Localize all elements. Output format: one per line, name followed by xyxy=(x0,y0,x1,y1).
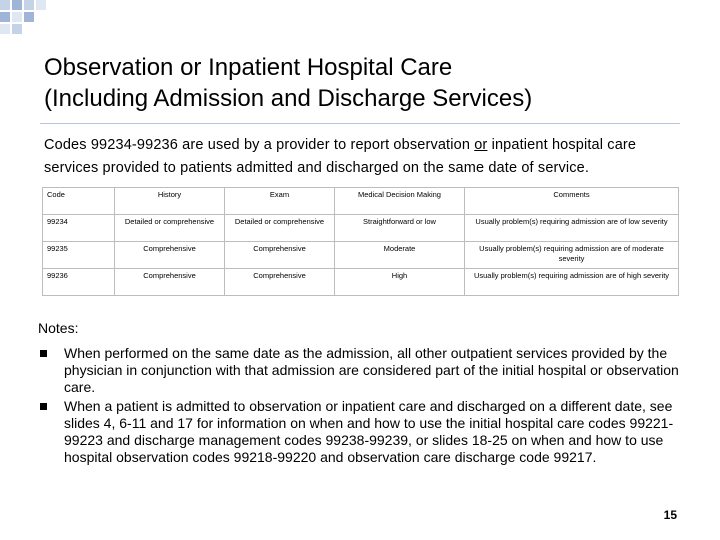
cell-comments: Usually problem(s) requiring admission are of moderate severity xyxy=(465,242,679,269)
corner-decoration xyxy=(0,0,60,40)
title-line-1: Observation or Inpatient Hospital Care xyxy=(44,54,453,81)
intro-text-start: Codes 99234-99236 are used by a provider to report observation xyxy=(44,137,475,153)
list-item xyxy=(40,398,700,466)
cell-code: 99234 xyxy=(43,215,115,242)
title-line-2: (Including Admission and Discharge Services) xyxy=(44,85,533,112)
header-history: History xyxy=(115,188,225,215)
cell-mdm: Straightforward or low xyxy=(335,215,465,242)
cell-code: 99236 xyxy=(43,269,115,296)
page-number: 15 xyxy=(663,508,677,522)
cell-exam: Detailed or comprehensive xyxy=(225,215,335,242)
cell-mdm: Moderate xyxy=(335,242,465,269)
cell-exam: Comprehensive xyxy=(225,242,335,269)
cell-history: Detailed or comprehensive xyxy=(115,215,225,242)
square-bullet-icon xyxy=(40,350,47,357)
cell-comments: Usually problem(s) requiring admission are of low severity xyxy=(465,215,679,242)
cell-history: Comprehensive xyxy=(115,269,225,296)
header-mdm: Medical Decision Making xyxy=(335,188,465,215)
table-row xyxy=(43,242,679,269)
codes-table xyxy=(42,187,679,296)
cell-history: Comprehensive xyxy=(115,242,225,269)
cell-code: 99235 xyxy=(43,242,115,269)
cell-comments: Usually problem(s) requiring admission are of high severity xyxy=(465,269,679,296)
header-code: Code xyxy=(43,188,115,215)
header-exam: Exam xyxy=(225,188,335,215)
table-header-row xyxy=(43,188,679,215)
intro-text-end: inpatient hospital care services provided to patients admitted and discharged on the same date of service. xyxy=(44,137,637,176)
header-comments: Comments xyxy=(465,188,679,215)
title-divider xyxy=(40,123,680,124)
intro-underlined-word: or xyxy=(474,137,488,153)
slide-title xyxy=(44,52,684,114)
square-bullet-icon xyxy=(40,403,47,410)
cell-exam: Comprehensive xyxy=(225,269,335,296)
list-item xyxy=(40,345,700,396)
note-text: When performed on the same date as the admission, all other outpatient services provided by the physician in conjunction with that admission are considered part of the initial hospital or observation care. xyxy=(64,345,679,395)
intro-paragraph xyxy=(44,134,689,180)
table-row xyxy=(43,269,679,296)
notes-heading: Notes: xyxy=(38,320,79,336)
notes-list xyxy=(40,345,700,468)
table-row xyxy=(43,215,679,242)
cell-mdm: High xyxy=(335,269,465,296)
note-text: When a patient is admitted to observation or inpatient care and discharged on a different date, see slides 4, 6-11 and 17 for information on when and how to use the initial hospital care codes 99221-99223 and discharge management codes 99238-99239, or slides 18-25 on when and how to use hospital observation codes 99218-99220 and observation care discharge code 99217. xyxy=(64,398,674,465)
